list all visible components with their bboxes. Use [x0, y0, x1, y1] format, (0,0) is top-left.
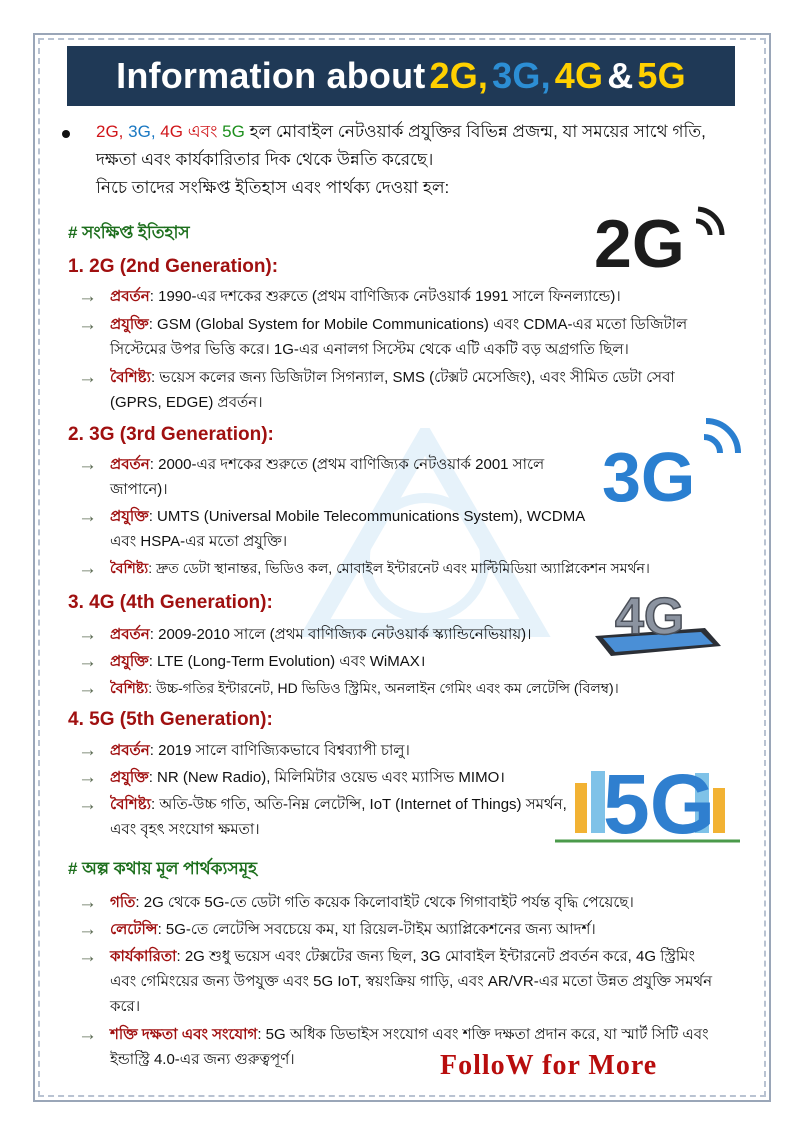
item-label: বৈশিষ্ট্য: [110, 369, 151, 386]
arrow-icon: →: [78, 946, 97, 967]
item-label: বৈশিষ্ট্য: [110, 680, 149, 696]
intro-and: এবং: [187, 122, 218, 141]
arrow-icon: →: [78, 558, 97, 579]
item-text: 5G-তে লেটেন্সি সবচেয়ে কম, যা রিয়েল-টাইম অ্যাপ্লিকেশনের জন্য আদর্শ।: [161, 921, 596, 938]
differences-heading: # অল্প কথায় মূল পার্থক্যসমূহ: [68, 859, 258, 878]
item-text: উচ্চ-গতির ইন্টারনেট, HD ভিডিও স্ট্রিমিং, অনলাইন গেমিং এবং কম লেটেন্সি (বিলম্ব)।: [152, 680, 619, 696]
arrow-icon: →: [78, 740, 97, 761]
item-text: 1990-এর দশকের শুরুতে (প্রথম বাণিজ্যিক নেটওয়ার্ক 1991 সালে ফিনল্যান্ডে)।: [153, 288, 621, 305]
bullet-dot: [62, 130, 70, 138]
section-2g-title: 1. 2G (2nd Generation):: [68, 256, 279, 277]
item-text: দ্রুত ডেটা স্থানান্তর, ভিডিও কল, মোবাইল ইন্টারনেট এবং মাল্টিমিডিয়া অ্যাপ্লিকেশন সমর্থন।: [152, 560, 650, 576]
arrow-icon: →: [78, 367, 97, 388]
item-label: বৈশিষ্ট্য: [110, 560, 149, 576]
item-label: লেটেন্সি: [110, 921, 158, 938]
item-label: প্রবর্তন: [110, 626, 150, 643]
icon-4g-label: 4G: [615, 588, 685, 646]
item-text: LTE (Long-Term Evolution) এবং WiMAX।: [152, 653, 426, 670]
item-text: GSM (Global System for Mobile Communications) এবং CDMA-এর মতো ডিজিটাল সিস্টেমের উপর ভিত্তি করে। 1G-এর এনালগ সিস্টেম থেকে এটি একটি বড় অগ্রগতি ছিল।: [110, 316, 688, 358]
item-text: 2009-2010 সালে (প্রথম বাণিজ্যিক নেটওয়ার্ক স্ক্যান্ডিনেভিয়ায়)।: [153, 626, 532, 643]
intro-2g: 2G,: [96, 122, 124, 141]
icon-2g-label: 2G: [594, 206, 685, 275]
diff-latency: → লেটেন্সি: 5G-তে লেটেন্সি সবচেয়ে কম, যা রিয়েল-টাইম অ্যাপ্লিকেশনের জন্য আদর্শ।: [78, 919, 596, 940]
title-3g: 3G,: [492, 55, 551, 96]
arrow-icon: →: [78, 506, 97, 527]
title-4g: 4G: [554, 55, 604, 96]
item-label: বৈশিষ্ট্য: [110, 796, 151, 813]
3g-signal-icon: [600, 405, 745, 507]
item-label: কার্যকারিতা: [110, 948, 177, 965]
intro-paragraph: [62, 118, 742, 202]
arrow-icon: →: [78, 892, 97, 913]
icon-5g-label: 5G: [603, 757, 716, 848]
arrow-icon: →: [78, 314, 97, 335]
intro-5g: 5G: [222, 122, 245, 141]
item-5g-features: → বৈশিষ্ট্য: অতি-উচ্চ গতি, অতি-নিম্ন লেটেন্সি, IoT (Internet of Things) সমর্থন, এবং বৃহৎ সংযোগ ক্ষমতা।: [78, 794, 567, 838]
intro-text-1: হল মোবাইল নেটওয়ার্ক প্রযুক্তির বিভিন্ন প্রজন্ম, যা সময়ের সাথে গতি, দক্ষতা এবং কার্যকারিতার দিক থেকে উন্নতি করেছে।: [96, 122, 706, 169]
item-label: প্রযুক্তি: [110, 508, 149, 525]
item-5g-intro: → প্রবর্তন: 2019 সালে বাণিজ্যিকভাবে বিশ্বব্যাপী চালু।: [78, 740, 410, 761]
icon-3g-label: 3G: [602, 438, 696, 507]
page-title: [67, 46, 735, 106]
item-3g-tech: → প্রযুক্তি: UMTS (Universal Mobile Telecommunications System), WCDMA এবং HSPA-এর মতো প্রযুক্তি।: [78, 506, 585, 550]
diff-speed: → গতি: 2G থেকে 5G-তে ডেটা গতি কয়েক কিলোবাইট থেকে গিগাবাইট পর্যন্ত বৃদ্ধি পেয়েছে।: [78, 892, 634, 913]
item-2g-intro: → প্রবর্তন: 1990-এর দশকের শুরুতে (প্রথম বাণিজ্যিক নেটওয়ার্ক 1991 সালে ফিনল্যান্ডে)।: [78, 286, 621, 307]
arrow-icon: →: [78, 651, 97, 672]
arrow-icon: →: [78, 1024, 97, 1045]
2g-signal-icon: [592, 195, 727, 275]
intro-3g: 3G,: [128, 122, 156, 141]
item-label: প্রযুক্তি: [110, 653, 149, 670]
arrow-icon: →: [78, 286, 97, 307]
title-5g: 5G: [637, 55, 686, 96]
item-label: প্রবর্তন: [110, 742, 150, 759]
arrow-icon: →: [78, 678, 97, 699]
section-5g-title: 4. 5G (5th Generation):: [68, 709, 273, 730]
item-4g-features: → বৈশিষ্ট্য: উচ্চ-গতির ইন্টারনেট, HD ভিডিও স্ট্রিমিং, অনলাইন গেমিং এবং কম লেটেন্সি (বিলম্ব)।: [78, 678, 619, 699]
item-text: ভয়েস কলের জন্য ডিজিটাল সিগন্যাল, SMS (টেক্সট মেসেজিং), এবং সীমিত ডেটা সেবা (GPRS, EDGE) প্রবর্তন।: [110, 369, 675, 411]
item-2g-features: → বৈশিষ্ট্য: ভয়েস কলের জন্য ডিজিটাল সিগন্যাল, SMS (টেক্সট মেসেজিং), এবং সীমিত ডেটা সেবা (GPRS, EDGE) প্রবর্তন।: [78, 367, 675, 411]
arrow-icon: →: [78, 767, 97, 788]
arrow-icon: →: [78, 919, 97, 940]
item-2g-tech: → প্রযুক্তি: GSM (Global System for Mobile Communications) এবং CDMA-এর মতো ডিজিটাল সিস্টেমের উপর ভিত্তি করে। 1G-এর এনালগ সিস্টেম থেকে এটি একটি বড় অগ্রগতি ছিল।: [78, 314, 688, 358]
intro-text-2: নিচে তাদের সংক্ষিপ্ত ইতিহাস এবং পার্থক্য দেওয়া হল:: [96, 178, 450, 197]
title-prefix: Information about: [116, 55, 426, 96]
item-label: শক্তি দক্ষতা এবং সংযোগ: [110, 1026, 258, 1043]
diff-functionality: → কার্যকারিতা: 2G শুধু ভয়েস এবং টেক্সটের জন্য ছিল, 3G মোবাইল ইন্টারনেট প্রবর্তন করে, 4G স্ট্রিমিং এবং গেমিংয়ের জন্য উপযুক্ত এবং 5G IoT, স্বয়ংক্রিয় গাড়ি, এবং AR/VR-এর মতো উন্নত প্রযুক্তি সমর্থন করে।: [78, 946, 713, 1015]
item-label: প্রযুক্তি: [110, 769, 149, 786]
item-text: NR (New Radio), মিলিমিটার ওয়েভ এবং ম্যাসিভ MIMO।: [152, 769, 505, 786]
item-text: UMTS (Universal Mobile Telecommunications System), WCDMA এবং HSPA-এর মতো প্রযুক্তি।: [110, 508, 585, 550]
item-text: 2000-এর দশকের শুরুতে (প্রথম বাণিজ্যিক নেটওয়ার্ক 2001 সালে জাপানে)।: [110, 456, 545, 498]
item-label: গতি: [110, 894, 136, 911]
item-text: 2G শুধু ভয়েস এবং টেক্সটের জন্য ছিল, 3G মোবাইল ইন্টারনেট প্রবর্তন করে, 4G স্ট্রিমিং এবং গেমিংয়ের জন্য উপযুক্ত এবং 5G IoT, স্বয়ংক্রিয় গাড়ি, এবং AR/VR-এর মতো উন্নত প্রযুক্তি সমর্থন করে।: [110, 948, 713, 1015]
arrow-icon: →: [78, 624, 97, 645]
item-text: 2G থেকে 5G-তে ডেটা গতি কয়েক কিলোবাইট থেকে গিগাবাইট পর্যন্ত বৃদ্ধি পেয়েছে।: [139, 894, 634, 911]
item-label: প্রবর্তন: [110, 456, 150, 473]
item-3g-intro: → প্রবর্তন: 2000-এর দশকের শুরুতে (প্রথম বাণিজ্যিক নেটওয়ার্ক 2001 সালে জাপানে)।: [78, 454, 545, 498]
section-4g-title: 3. 4G (4th Generation):: [68, 592, 273, 613]
title-2g: 2G,: [429, 55, 489, 96]
item-text: 2019 সালে বাণিজ্যিকভাবে বিশ্বব্যাপী চালু।: [153, 742, 410, 759]
arrow-icon: →: [78, 454, 97, 475]
diff-energy: → শক্তি দক্ষতা এবং সংযোগ: 5G অধিক ডিভাইস সংযোগ এবং শক্তি দক্ষতা প্রদান করে, যা স্মার্ট সিটি এবং ইন্ডাস্ট্রি 4.0-এর জন্য গুরুত্বপূর্ণ।: [78, 1024, 709, 1068]
history-heading: # সংক্ষিপ্ত ইতিহাস: [68, 223, 190, 242]
intro-4g: 4G: [160, 122, 183, 141]
item-label: প্রবর্তন: [110, 288, 150, 305]
item-5g-tech: → প্রযুক্তি: NR (New Radio), মিলিমিটার ওয়েভ এবং ম্যাসিভ MIMO।: [78, 767, 505, 788]
follow-banner: FolloW for More: [440, 1050, 658, 1081]
item-3g-features: → বৈশিষ্ট্য: দ্রুত ডেটা স্থানান্তর, ভিডিও কল, মোবাইল ইন্টারনেট এবং মাল্টিমিডিয়া অ্যাপ্লিকেশন সমর্থন।: [78, 558, 650, 579]
item-text: অতি-উচ্চ গতি, অতি-নিম্ন লেটেন্সি, IoT (Internet of Things) সমর্থন, এবং বৃহৎ সংযোগ ক্ষমতা।: [110, 796, 567, 838]
item-text: 5G অধিক ডিভাইস সংযোগ এবং শক্তি দক্ষতা প্রদান করে, যা স্মার্ট সিটি এবং ইন্ডাস্ট্রি 4.0-এর জন্য গুরুত্বপূর্ণ।: [110, 1026, 709, 1068]
title-amp: &: [607, 55, 634, 96]
item-label: প্রযুক্তি: [110, 316, 149, 333]
section-3g-title: 2. 3G (3rd Generation):: [68, 424, 274, 445]
item-4g-tech: → প্রযুক্তি: LTE (Long-Term Evolution) এবং WiMAX।: [78, 651, 426, 672]
item-4g-intro: → প্রবর্তন: 2009-2010 সালে (প্রথম বাণিজ্যিক নেটওয়ার্ক স্ক্যান্ডিনেভিয়ায়)।: [78, 624, 532, 645]
arrow-icon: →: [78, 794, 97, 815]
